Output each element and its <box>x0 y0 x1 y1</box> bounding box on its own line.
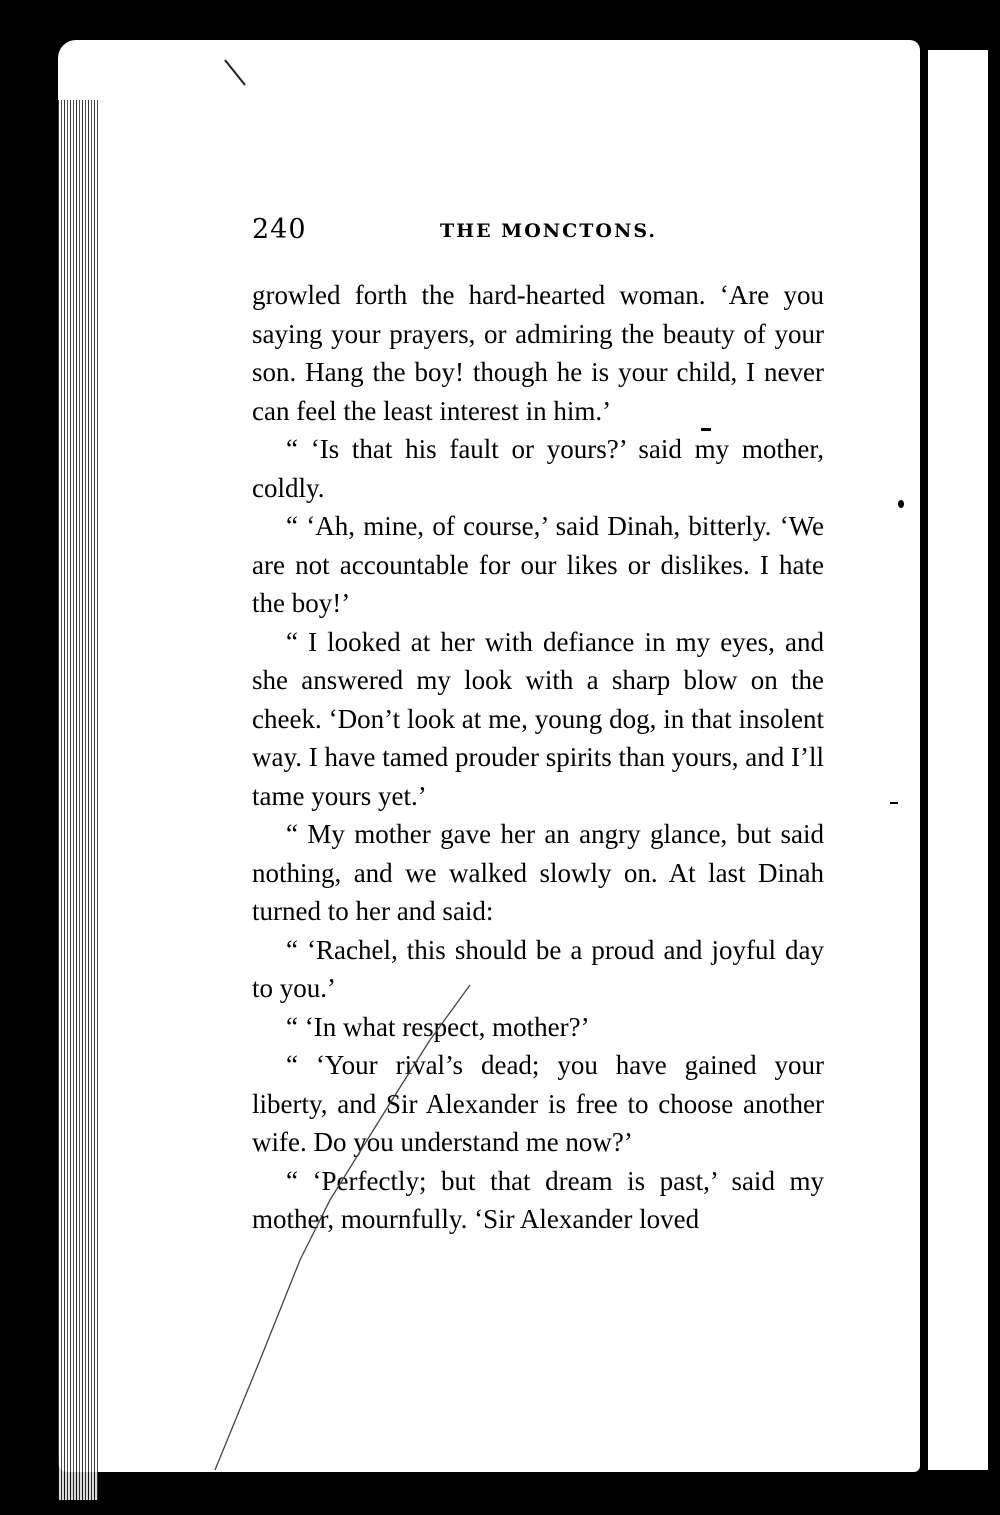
ink-speck <box>701 428 711 431</box>
page-number: 240 <box>252 214 307 245</box>
ink-speck <box>890 802 898 804</box>
page-stack-edge <box>58 100 98 1500</box>
paragraph: “ I looked at her with defiance in my eyes, and she answered my look with a sharp blow on the cheek. ‘Don’t look at me, young dog, in that insolent way. I have tamed prouder spirits than yours, and I’ll tame yours yet.’ <box>252 626 824 811</box>
paragraph: “ ‘In what respect, mother?’ <box>286 1011 590 1042</box>
body-text <box>252 276 824 1239</box>
paragraph: “ ‘Your rival’s dead; you have gained your liberty, and Sir Alexander is free to choose another wife. Do you understand me now?’ <box>252 1050 824 1157</box>
paragraph: “ My mother gave her an angry glance, but said nothing, and we walked slowly on. At last Dinah turned to her and said: <box>252 819 824 926</box>
facing-page-edge <box>928 50 988 1470</box>
ink-speck <box>898 500 904 508</box>
paragraph: “ ‘Rachel, this should be a proud and joyful day to you.’ <box>252 934 824 1003</box>
paragraph: “ ‘Ah, mine, of course,’ said Dinah, bitterly. ‘We are not accountable for our likes or dislikes. I hate the boy!’ <box>252 511 824 618</box>
paragraph: “ ‘Perfectly; but that dream is past,’ said my mother, mournfully. ‘Sir Alexander loved <box>252 1165 824 1234</box>
paragraph: “ ‘Is that his fault or yours?’ said my mother, coldly. <box>252 434 824 503</box>
running-title: THE MONCTONS. <box>440 220 657 242</box>
paragraph: growled forth the hard-hearted woman. ‘Are you saying your prayers, or admiring the beauty of your son. Hang the boy! though he is your child, I never can feel the least interest in him.’ <box>252 280 824 426</box>
page-header <box>252 214 824 254</box>
